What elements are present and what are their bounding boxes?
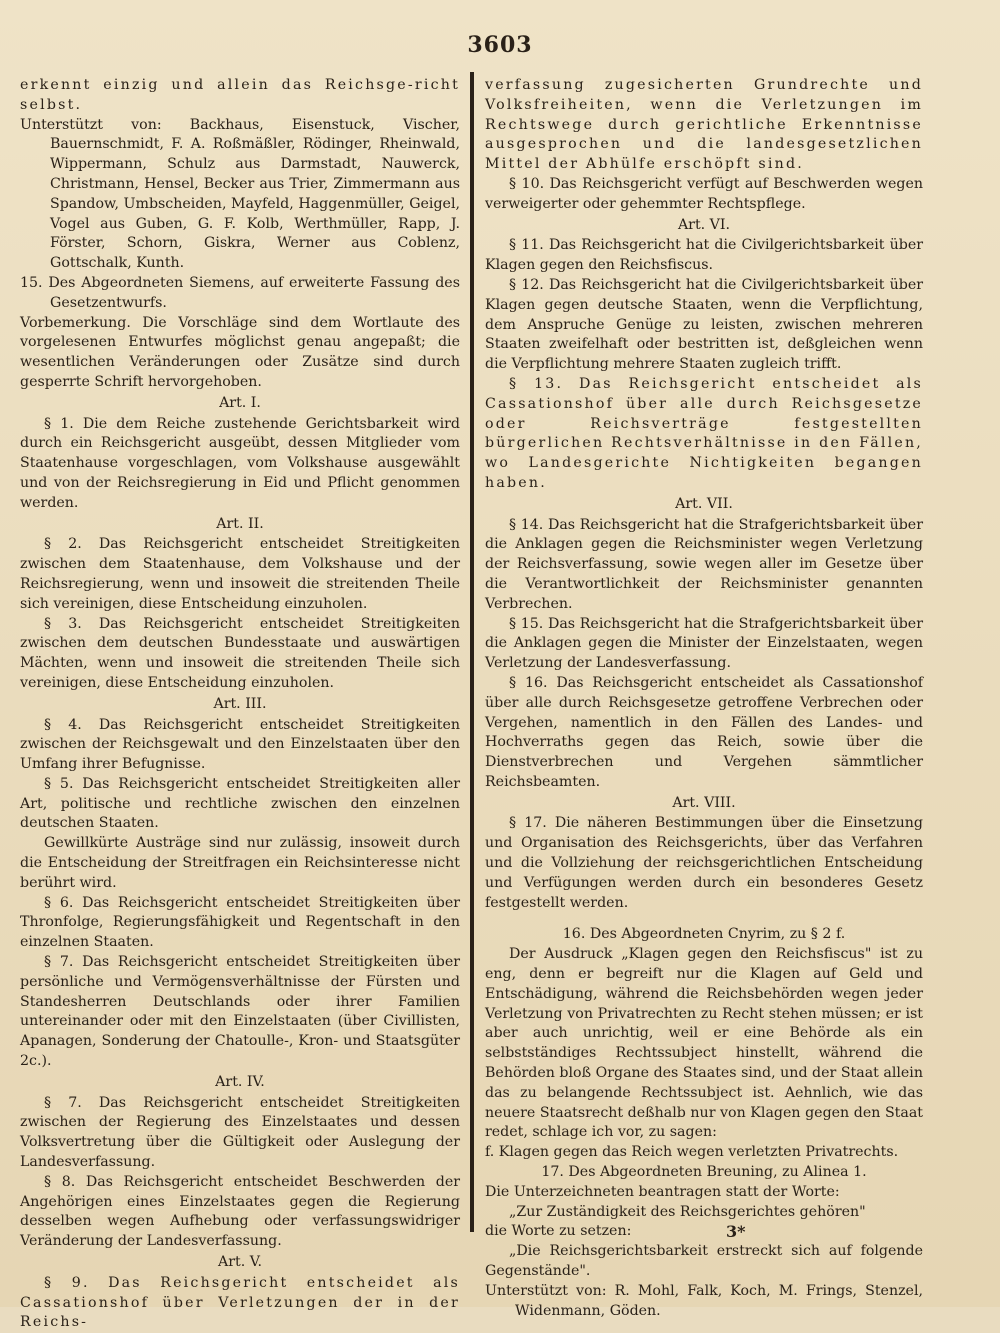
right-column-paragraph: 17. Des Abgeordneten Breuning, zu Alinea 1. [541, 1164, 867, 1181]
page-number: 3603 [467, 32, 533, 58]
left-column-paragraph: 15. Des Abgeordneten Siemens, auf erweiterte Fassung des Gesetzentwurfs. [20, 274, 460, 311]
left-column-paragraph: § 5. Das Reichsgericht entscheidet Streitigkeiten aller Art, politische und rechtliche zwischen den einzelnen deutschen Staaten. [20, 775, 460, 832]
right-column-paragraph: Art. VI. [677, 216, 731, 233]
right-column [485, 76, 923, 1321]
right-column-paragraph: Art. VIII. [672, 794, 736, 811]
left-column-paragraph: § 6. Das Reichsgericht entscheidet Streitigkeiten über Thronfolge, Regierungsfähigkeit und Regentschaft in den einzelnen Staaten. [20, 894, 460, 951]
right-column-paragraph: § 16. Das Reichsgericht entscheidet als Cassationshof über alle durch Reichsgesetze getroffene Verbrechen oder Vergehen, namentlich in den Fällen des Landes- und Hochverraths gegen das Reich, sowie über die Dienstverbrechen und Vergehen sämmtlicher Reichsbeamten. [485, 674, 923, 790]
right-column-paragraph: Die Unterzeichneten beantragen statt der Worte: [485, 1183, 840, 1200]
left-column-paragraph: § 2. Das Reichsgericht entscheidet Streitigkeiten zwischen dem Staatenhause, dem Volkshause und der Reichsregierung, wenn und insoweit die streitenden Theile sich vereinigen, diese Entscheidung einzuholen. [20, 536, 460, 612]
left-column-paragraph: Art. IV. [215, 1073, 265, 1090]
left-column-paragraph: § 1. Die dem Reiche zustehende Gerichtsbarkeit wird durch ein Reichsgericht ausgeübt, dessen Mitglieder vom Staatenhause vorgeschlagen, vom Volkshause ausgewählt und von der Reichsregierung in Eid und Pflicht genommen werden. [20, 415, 460, 511]
right-column-paragraph: § 12. Das Reichsgericht hat die Civilgerichtsbarkeit über Klagen gegen deutsche Staaten, wenn die Verpflichtung, dem Anspruche Genüge zu leisten, zwischen mehreren Staaten zweifelhaft oder bestritten ist, deßgleichen wenn die Verpflichtung mehrere Staaten zugleich trifft. [485, 276, 923, 373]
right-column-paragraph: „Die Reichsgerichtsbarkeit erstreckt sich auf folgende Gegenstände". [485, 1243, 923, 1280]
left-column-paragraph: § 8. Das Reichsgericht entscheidet Beschwerden der Angehörigen eines Einzelstaates gegen die Regierung desselben wegen Aufhebung oder verfassungswidriger Veränderung der Landesverfassung. [20, 1173, 460, 1250]
left-column [20, 76, 460, 1333]
right-column-paragraph: die Worte zu setzen: [485, 1223, 632, 1240]
left-column-paragraph: Vorbemerkung. Die Vorschläge sind dem Wortlaute des vorgelesenen Entwurfes möglichst genau angepaßt; die wesentlichen Veränderungen oder Zusätze sind durch gesperrte Schrift hervorgehoben. [20, 314, 460, 390]
left-column-paragraph: Art. III. [213, 695, 267, 712]
right-column-paragraph: § 17. Die näheren Bestimmungen über die Einsetzung und Organisation des Reichsgerichts, über das Verfahren und die Vollziehung der reichsgerichtlichen Entscheidung und Verfügungen werden durch ein besonderes Gesetz festgestellt werden. [485, 815, 923, 911]
right-column-paragraph: Der Ausdruck „Klagen gegen den Reichsfiscus" ist zu eng, denn er begreift nur die Klagen auf Geld und Entschädigung, während die Reichsbehörden wegen jeder Verletzung von Privatrechten zu Recht stehen müssen; er ist aber auch unrichtig, weil er eine Behörde als ein selbstständiges Rechtssubject hinstellt, während die Behörden bloß Organe des Staates sind, und der Staat allein das zu belangende Rechtssubject ist. Aehnlich, wie das neuere Staatsrecht deßhalb nur von Klagen gegen den Staat redet, schlage ich vor, zu sagen: [485, 946, 923, 1141]
signature-mark: 3* [726, 1222, 746, 1241]
right-column-paragraph: f. Klagen gegen das Reich wegen verletzten Privatrechts. [485, 1144, 899, 1161]
right-column-paragraph: § 13. Das Reichsgericht entscheidet als Cassationshof über alle durch Reichsgesetze oder Reichsverträge festgestellten bürgerlichen Rechtsverhältnisse in den Fällen, wo Landesgerichte Nichtigkeiten begangen haben. [485, 375, 923, 491]
left-column-paragraph: § 7. Das Reichsgericht entscheidet Streitigkeiten zwischen der Regierung des Einzelstaates und dessen Volksvertretung über die Gültigkeit oder Auslegung der Landesverfassung. [20, 1094, 460, 1171]
right-column-paragraph: „Zur Zuständigkeit des Reichsgerichtes gehören" [509, 1203, 866, 1220]
left-column-paragraph: Art. V. [217, 1254, 263, 1271]
left-column-paragraph: § 7. Das Reichsgericht entscheidet Streitigkeiten über persönliche und Vermögensverhältnisse der Fürsten und Standesherren Deutschlands oder ihrer Familien untereinander oder mit den Einzelstaaten (über Civillisten, Apanagen, Sonderung der Chatoulle-, Kron- und Staatsgüter 2c.). [20, 954, 460, 1070]
right-column-paragraph: verfassung zugesicherten Grundrechte und Volksfreiheiten, wenn die Verletzungen im Rechtswege durch gerichtliche Erkenntnisse ausgesprochen und die landesgesetzlichen Mittel der Abhülfe erschöpft sind. [485, 77, 923, 173]
right-column-paragraph: § 15. Das Reichsgericht hat die Strafgerichtsbarkeit über die Anklagen gegen die Minister der Einzelstaaten, wegen Verletzung der Landesverfassung. [485, 615, 923, 672]
right-column-paragraph: Unterstützt von: R. Mohl, Falk, Koch, M. Frings, Stenzel, Widenmann, Göden. [485, 1282, 923, 1319]
left-column-paragraph: § 3. Das Reichsgericht entscheidet Streitigkeiten zwischen dem deutschen Bundesstaate und auswärtigen Mächten, wenn und insoweit die streitenden Theile sich vereinigen, diese Entscheidung einzuholen. [20, 615, 460, 691]
left-column-paragraph: erkennt einzig und allein das Reichsge-richt selbst. [20, 77, 460, 113]
right-column-paragraph: Art. VII. [675, 495, 733, 512]
left-column-paragraph: Art. I. [219, 394, 261, 411]
left-column-paragraph: Art. II. [216, 515, 264, 532]
right-column-paragraph: 16. Des Abgeordneten Cnyrim, zu § 2 f. [562, 926, 846, 943]
left-column-paragraph: § 9. Das Reichsgericht entscheidet als Cassationshof über Verletzungen der in der Reichs- [20, 1274, 460, 1331]
right-column-paragraph: § 10. Das Reichsgericht verfügt auf Beschwerden wegen verweigerter oder gehemmter Rechtspflege. [485, 175, 923, 212]
column-divider [470, 72, 474, 1232]
left-column-paragraph: § 4. Das Reichsgericht entscheidet Streitigkeiten zwischen der Reichsgewalt und den Einzelstaaten über den Umfang ihrer Befugnisse. [20, 716, 460, 773]
left-column-paragraph: Gewillkürte Austräge sind nur zulässig, insoweit durch die Entscheidung der Streitfragen ein Reichsinteresse nicht berührt wird. [20, 835, 460, 891]
right-column-paragraph [485, 913, 923, 925]
right-column-paragraph: § 11. Das Reichsgericht hat die Civilgerichtsbarkeit über Klagen gegen den Reichsfiscus. [485, 237, 923, 274]
right-column-paragraph: § 14. Das Reichsgericht hat die Strafgerichtsbarkeit über die Anklagen gegen die Reichsminister wegen Verletzung der Reichsverfassung, sowie wegen aller im Gesetze über die Verantwortlichkeit der Reichsminister genannten Verbrechen. [485, 516, 923, 612]
left-column-paragraph: Unterstützt von: Backhaus, Eisenstuck, Vischer, Bauernschmidt, F. A. Roßmäßler, Rödinger, Rheinwald, Wippermann, Schulz aus Darmstadt, Nauwerck, Christmann, Hensel, Becker aus Trier, Zimmermann aus Spandow, Umbscheiden, Mayfeld, Haggenmüller, Geigel, Vogel aus Guben, G. F. Kolb, Werthmüller, Rapp, J. Förster, Schorn, Giskra, Werner aus Coblenz, Gottschalk, Kunth. [20, 116, 460, 272]
